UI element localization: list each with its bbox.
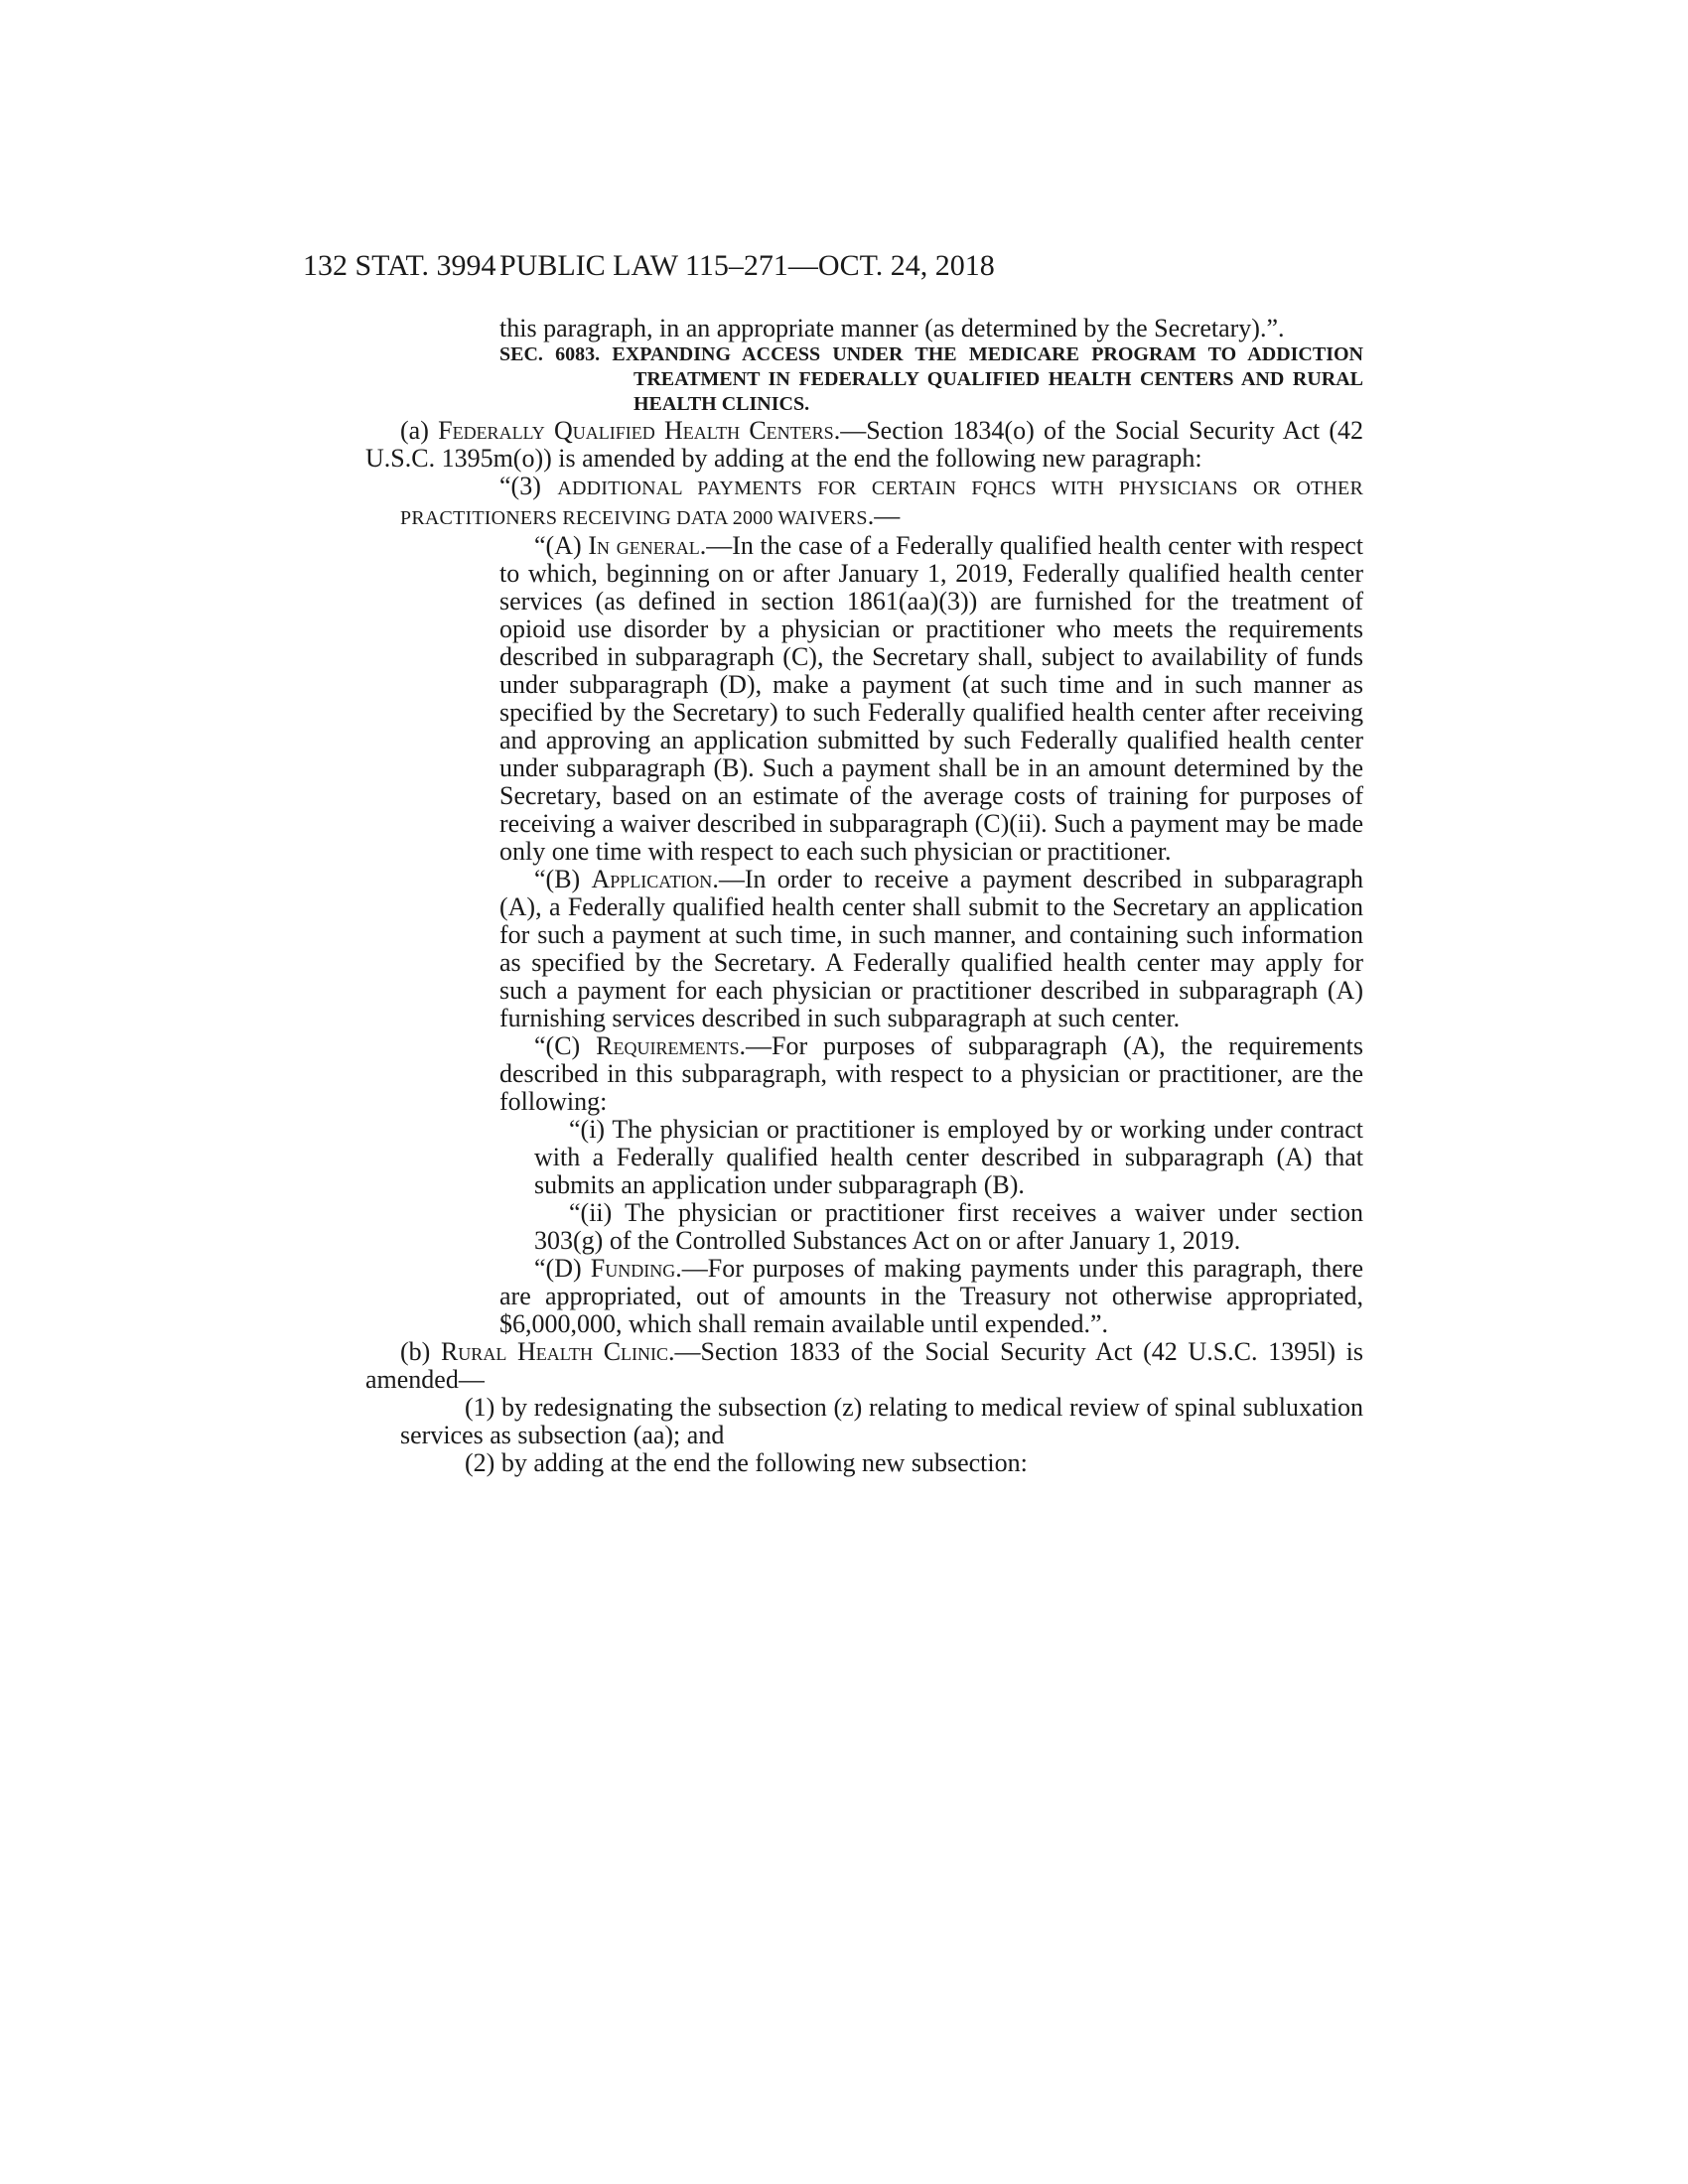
subparagraph-d: “(D) Funding.—For purposes of making payments under this paragraph, there are appropriated, out of amounts in the Treasury not otherwise appropriated, $6,000,000, which shall remain available until expended.”. [499,1254,1363,1338]
clause-ii: “(ii) The physician or practitioner first receives a waiver under section 303(g) of the Controlled Substances Act on or after January 1, 2019. [534,1198,1363,1255]
item-2: (2) by adding at the end the following new subsection: [465,1448,1028,1477]
page-header [303,246,1365,286]
subparagraph-b: “(B) Application.—In order to receive a payment described in subparagraph (A), a Federally qualified health center shall submit to the Secretary an application for such a payment at such time, in such manner, and containing such information as specified by the Secretary. A Federally qualified health center may apply for such a payment for each physician or practitioner described in subparagraph (A) furnishing services described in such subparagraph at such center. [499,865,1364,1032]
subparagraph-c-heading: Requirements [596,1031,740,1060]
subparagraph-c: “(C) Requirements.—For purposes of subparagraph (A), the requirements described in this subparagraph, with respect to a physician or practitioner, are the following: [499,1031,1363,1116]
paragraph-3: “(3) ADDITIONAL PAYMENTS FOR CERTAIN FQHCS WITH PHYSICIANS OR OTHER PRACTITIONERS RECEIVING DATA 2000 WAIVERS.— [400,472,1363,530]
subparagraph-d-heading: Funding [590,1254,676,1283]
subsection-a: (a) Federally Qualified Health Centers.—Section 1834(o) of the Social Security Act (42 U.S.C. 1395m(o)) is amended by adding at the end the following new paragraph: [365,416,1364,473]
public-law-title: PUBLIC LAW 115–271—OCT. 24, 2018 [499,249,995,282]
continuation-text: this paragraph, in an appropriate manner (as determined by the Secretary).”. [499,314,1285,342]
subsection-b-heading: Rural Health Clinic [440,1337,669,1366]
subsection-a-heading: Federally Qualified Health Centers [438,416,834,445]
subparagraph-a-heading: In general [588,531,700,560]
document-body [365,314,1364,1477]
item-1: (1) by redesignating the subsection (z) relating to medical review of spinal subluxation services as subsection (aa); and [400,1393,1363,1449]
section-heading: SEC. 6083. EXPANDING ACCESS UNDER THE MEDICARE PROGRAM TO ADDICTION TREATMENT IN FEDERALLY QUALIFIED HEALTH CENTERS AND RURAL HEALTH CLINICS. [499,343,1363,415]
clause-i: “(i) The physician or practitioner is employed by or working under contract with a Federally qualified health center described in subparagraph (A) that submits an application under subparagraph (B). [534,1115,1363,1199]
statute-citation: 132 STAT. 3994 [303,249,496,282]
paragraph-3-heading: ADDITIONAL PAYMENTS FOR CERTAIN FQHCS WITH PHYSICIANS OR OTHER PRACTITIONERS RECEIVING DATA 2000 WAIVERS [400,478,1363,529]
subparagraph-a: “(A) In general.—In the case of a Federally qualified health center with respect to which, beginning on or after January 1, 2019, Federally qualified health center services (as defined in section 1861(aa)(3)) are furnished for the treatment of opioid use disorder by a physician or practitioner who meets the requirements described in subparagraph (C), the Secretary shall, subject to availability of funds under subparagraph (D), make a payment (at such time and in such manner as specified by the Secretary) to such Federally qualified health center after receiving and approving an application submitted by such Federally qualified health center under subparagraph (B). Such a payment shall be in an amount determined by the Secretary, based on an estimate of the average costs of training for purposes of receiving a waiver described in subparagraph (C)(ii). Such a payment may be made only one time with respect to each such physician or practitioner. [499,531,1363,866]
subsection-b: (b) Rural Health Clinic.—Section 1833 of the Social Security Act (42 U.S.C. 1395l) is amended— [365,1337,1364,1394]
subparagraph-b-heading: Application [591,865,713,893]
